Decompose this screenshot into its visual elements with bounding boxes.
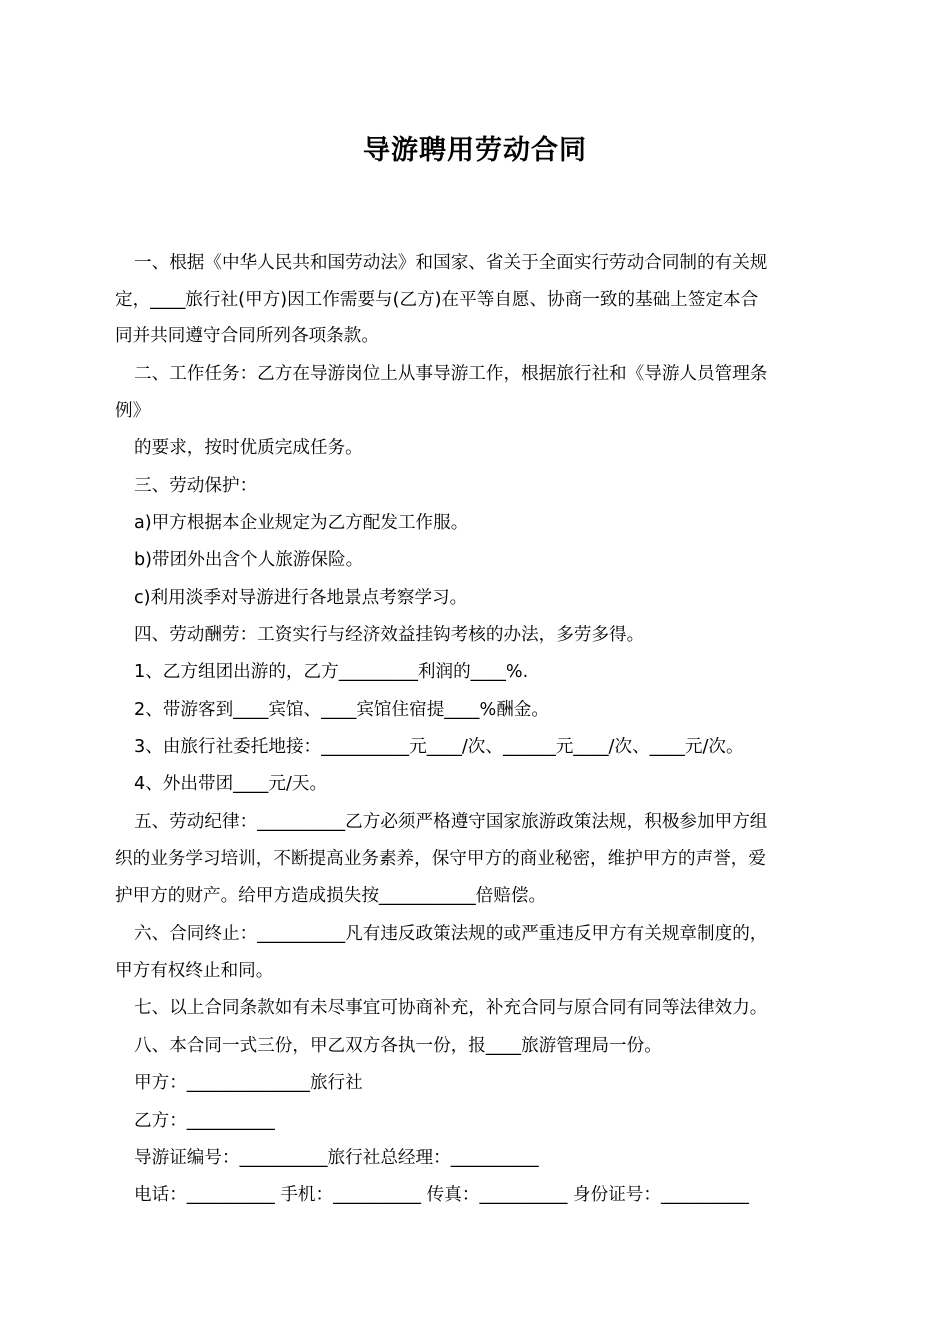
clause-5-line-1: 五、劳动纪律：__________乙方必须严格遵守国家旅游政策法规，积极参加甲方组	[134, 812, 768, 832]
clause-1-line-3: 同并共同遵守合同所列各项条款。	[115, 326, 379, 346]
clause-6-line-2: 甲方有权终止和同。	[115, 961, 274, 981]
clause-6-line-1: 六、合同终止：__________凡有违反政策法规的或严重违反甲方有关规章制度的，	[134, 924, 768, 944]
clause-1-line-1: 一、根据《中华人民共和国劳动法》和国家、省关于全面实行劳动合同制的有关规	[134, 253, 768, 273]
party-b-signature-line: 乙方：__________	[134, 1111, 275, 1131]
clause-7: 七、以上合同条款如有未尽事宜可协商补充，补充合同与原合同有同等法律效力。	[134, 998, 768, 1018]
contact-info-line: 电话：__________ 手机：__________ 传真：__________ 身份证号：__________	[134, 1185, 749, 1205]
clause-1-line-2: 定，____旅行社(甲方)因工作需要与(乙方)在平等自愿、协商一致的基础上签定本合	[115, 290, 759, 310]
clause-3-item-a: a)甲方根据本企业规定为乙方配发工作服。	[134, 513, 469, 533]
clause-4-item-1: 1、乙方组团出游的，乙方_________利润的____%.	[134, 662, 529, 682]
clause-4-item-3: 3、由旅行社委托地接：__________元____/次、______元____/次、____元/次。	[134, 737, 744, 757]
clause-2-line-3: 的要求，按时优质完成任务。	[134, 438, 363, 458]
document-title: 导游聘用劳动合同	[363, 135, 587, 166]
clause-8: 八、本合同一式三份，甲乙双方各执一份，报____旅游管理局一份。	[134, 1036, 662, 1056]
clause-4-item-2: 2、带游客到____宾馆、____宾馆住宿提____%酬金。	[134, 700, 549, 720]
guide-license-manager-line: 导游证编号：__________旅行社总经理：__________	[134, 1148, 539, 1168]
clause-3-item-b: b)带团外出含个人旅游保险。	[134, 550, 364, 570]
clause-3-heading: 三、劳动保护：	[134, 476, 258, 496]
clause-2-line-1: 二、工作任务：乙方在导游岗位上从事导游工作，根据旅行社和《导游人员管理条	[134, 364, 768, 384]
clause-3-item-c: c)利用淡季对导游进行各地景点考察学习。	[134, 588, 468, 608]
party-a-signature-line: 甲方：______________旅行社	[134, 1073, 363, 1093]
clause-4-heading: 四、劳动酬劳：工资实行与经济效益挂钩考核的办法，多劳多得。	[134, 625, 645, 645]
clause-2-line-2: 例》	[115, 401, 151, 421]
clause-5-line-3: 护甲方的财产。给甲方造成损失按___________倍赔偿。	[115, 886, 547, 906]
clause-4-item-4: 4、外出带团____元/天。	[134, 774, 328, 794]
clause-5-line-2: 织的业务学习培训，不断提高业务素养，保守甲方的商业秘密，维护甲方的声誉，爱	[115, 849, 766, 869]
